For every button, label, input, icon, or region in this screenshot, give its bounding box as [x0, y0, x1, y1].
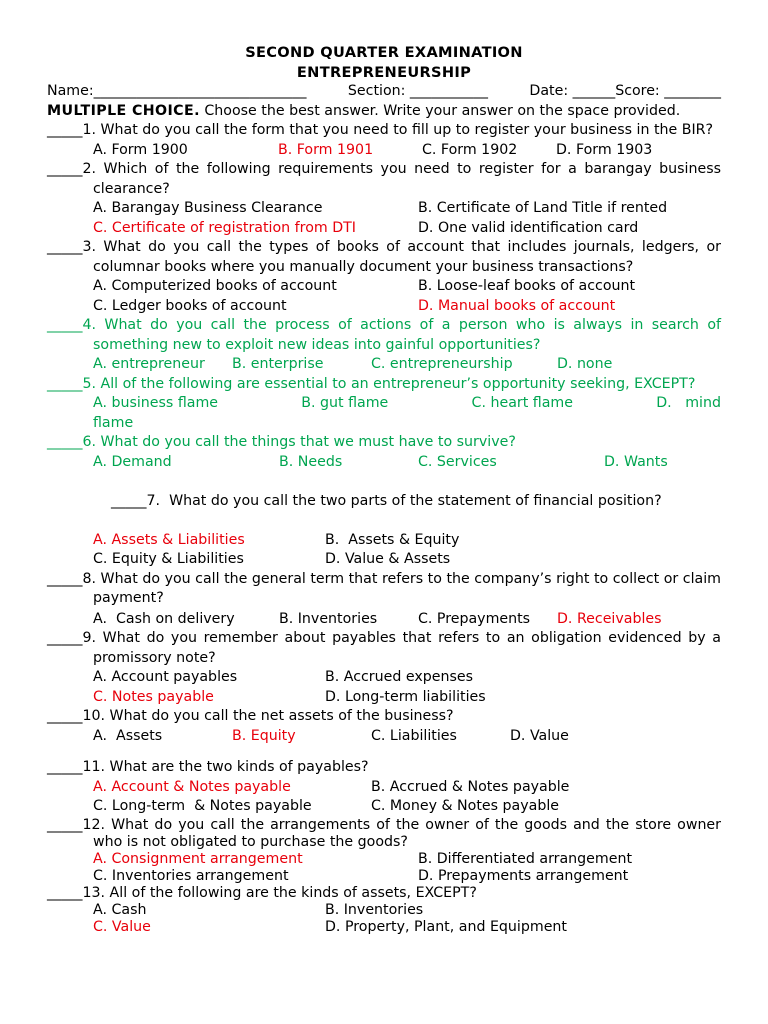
choice-9a: A. Account payables — [93, 669, 238, 685]
choice-5d: D. mind — [656, 395, 721, 411]
question-1: _____1. What do you call the form that you need to fill up to register your business in the BIR? — [47, 122, 714, 138]
choice-4b: B. enterprise — [232, 356, 324, 372]
choice-5a: A. business flame — [93, 395, 218, 411]
choice-12d: D. Prepayments arrangement — [418, 867, 629, 884]
choice-11b: B. Accrued & Notes payable — [371, 778, 570, 795]
choices-10 — [47, 727, 721, 747]
choice-3a: A. Computerized books of account — [93, 278, 337, 294]
choice-6b: B. Needs — [279, 453, 343, 470]
choice-10c: C. Liabilities — [371, 727, 457, 744]
choice-13a: A. Cash — [93, 901, 147, 918]
choices-2a — [47, 199, 721, 219]
choice-2c: C. Certificate of registration from DTI — [93, 219, 356, 236]
choice-6c: C. Services — [418, 453, 497, 470]
choice-11a: A. Account & Notes payable — [93, 778, 291, 795]
choice-1d: D. Form 1903 — [556, 141, 653, 158]
date-field: Date: ______Score: ________ — [529, 83, 721, 99]
choices-12b — [47, 868, 721, 885]
choice-1a: A. Form 1900 — [93, 141, 188, 158]
choices-2b — [47, 219, 721, 239]
choice-12c: C. Inventories arrangement — [93, 867, 289, 884]
choice-3d: D. Manual books of account — [418, 297, 616, 314]
spacer — [47, 746, 721, 758]
subject-title: ENTREPRENEURSHIP — [296, 63, 472, 81]
choice-7c: C. Equity & Liabilities — [93, 551, 244, 567]
choices-4 — [47, 355, 721, 375]
name-field: Name:______________________________ — [47, 83, 307, 99]
instructions-heading: MULTIPLE CHOICE. — [47, 102, 200, 119]
choice-12b: B. Differentiated arrangement — [418, 850, 633, 867]
choice-13d: D. Property, Plant, and Equipment — [325, 918, 567, 935]
choices-5-wrap — [47, 414, 721, 434]
exam-title: SECOND QUARTER EXAMINATION — [245, 44, 523, 61]
choice-11d: C. Money & Notes payable — [371, 798, 559, 814]
question-11: _____11. What are the two kinds of payables? — [47, 759, 369, 775]
exam-page — [47, 43, 721, 936]
question-13: _____13. All of the following are the kinds of assets, EXCEPT? — [47, 884, 477, 901]
choice-6a: A. Demand — [93, 453, 172, 470]
choice-7b: B. Assets & Equity — [325, 531, 460, 548]
choice-10a: A. Assets — [93, 727, 163, 744]
choice-9d: D. Long-term liabilities — [325, 688, 486, 705]
choices-13a — [47, 902, 721, 919]
choice-1b: B. Form 1901 — [278, 141, 374, 158]
choices-6 — [47, 453, 721, 473]
question-6: _____6. What do you call the things that we must have to survive? — [47, 434, 516, 450]
question-4: _____4. What do you call the process of actions of a person who is always in search of something new to exploit new ideas into gainful opportunities? — [47, 317, 721, 353]
choice-8d: D. Receivables — [557, 610, 662, 627]
choices-13b — [47, 919, 721, 936]
choice-7d: D. Value & Assets — [325, 551, 451, 567]
choice-3c: C. Ledger books of account — [93, 297, 287, 314]
choices-9b — [47, 688, 721, 708]
choice-4c: C. entrepreneurship — [371, 356, 513, 372]
choices-5 — [47, 394, 721, 414]
choices-3a — [47, 277, 721, 297]
choice-12a: A. Consignment arrangement — [93, 850, 303, 867]
choices-3b — [47, 297, 721, 317]
choice-13b: B. Inventories — [325, 901, 424, 918]
question-12: _____12. What do you call the arrangements of the owner of the goods and the store owner who is not obligated to purchase the goods? — [47, 816, 721, 850]
instructions — [47, 102, 721, 122]
question-10: _____10. What do you call the net assets of the business? — [47, 708, 454, 724]
choices-11a — [47, 778, 721, 798]
choice-4a: A. entrepreneur — [93, 356, 205, 372]
choices-1 — [47, 141, 721, 161]
choice-8a: A. Cash on delivery — [93, 610, 235, 627]
choice-2b: B. Certificate of Land Title if rented — [418, 200, 668, 216]
choice-4d: D. none — [557, 356, 613, 372]
choices-11b — [47, 797, 721, 817]
section-field: Section: ___________ — [347, 83, 488, 99]
choice-9c: C. Notes payable — [93, 688, 214, 705]
question-9: _____9. What do you remember about payables that refers to an obligation evidenced by a promissory note? — [47, 630, 721, 666]
choice-7a: A. Assets & Liabilities — [93, 531, 245, 548]
choice-10b: B. Equity — [232, 727, 296, 744]
choices-9a — [47, 668, 721, 688]
choice-10d: D. Value — [510, 727, 569, 744]
question-8: _____8. What do you call the general term that refers to the company’s right to collect or claim payment? — [47, 570, 721, 606]
choices-12a — [47, 851, 721, 868]
question-5: _____5. All of the following are essential to an entrepreneur’s opportunity seeking, EXCEPT? — [47, 375, 696, 392]
choice-3b: B. Loose-leaf books of account — [418, 278, 636, 294]
choices-7a — [47, 531, 721, 551]
question-7: _____7. What do you call the two parts of the statement of financial position? — [111, 492, 662, 509]
choice-8b: B. Inventories — [279, 610, 378, 627]
instructions-text: Choose the best answer. Write your answer on the space provided. — [199, 102, 681, 119]
choice-5c: C. heart flame — [471, 395, 573, 411]
choice-2a: A. Barangay Business Clearance — [93, 200, 323, 216]
question-2: _____2. Which of the following requirements you need to register for a barangay business clearance? — [47, 161, 721, 197]
choice-5b: B. gut flame — [301, 395, 389, 411]
header-line — [47, 82, 721, 102]
question-3: _____3. What do you call the types of books of account that includes journals, ledgers, or columnar books where you manually document your business transactions? — [47, 239, 721, 275]
choice-8c: C. Prepayments — [418, 610, 531, 627]
choices-7b — [47, 550, 721, 570]
choice-11c: C. Long-term & Notes payable — [93, 798, 312, 814]
choice-1c: C. Form 1902 — [422, 141, 518, 158]
choice-13c: C. Value — [93, 918, 151, 935]
choice-9b: B. Accrued expenses — [325, 669, 473, 685]
choices-8 — [47, 609, 721, 630]
choice-6d: D. Wants — [604, 453, 668, 470]
choice-5d-cont: flame — [93, 414, 134, 431]
choice-2d: D. One valid identification card — [418, 219, 639, 236]
